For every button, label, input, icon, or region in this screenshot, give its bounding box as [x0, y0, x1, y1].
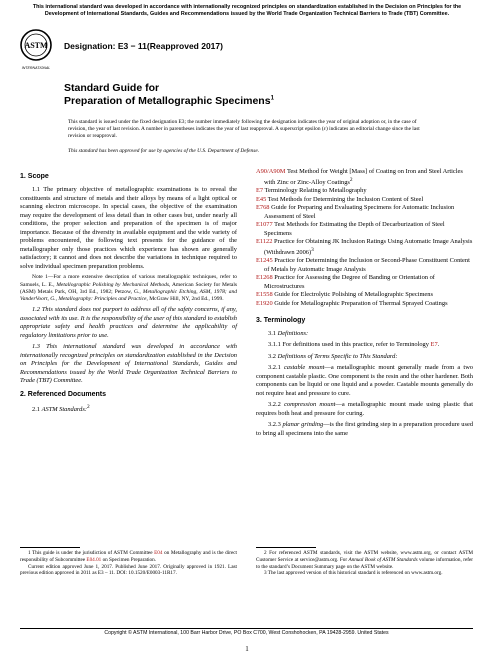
link-e04[interactable]: E04	[154, 550, 163, 556]
link-e7[interactable]: E7	[430, 341, 438, 349]
left-column	[20, 168, 237, 418]
reference-code-link[interactable]: E7	[256, 187, 264, 195]
title-line-1: Standard Guide for	[64, 82, 160, 94]
footnote-1: 1 This guide is under the jurisdiction of ASTM Committee E04 on Metallography and is the direct responsibility of Subcommittee E04.01 on Specimen Preparation.	[20, 550, 237, 563]
reference-item: E1558 Guide for Electrolytic Polishing of Metallographic Specimens	[256, 291, 433, 299]
paragraph-1-1: 1.1 The primary objective of metallographic examinations is to reveal the constituents and structure of metals and their alloys by means of a light optical or scanning electron microscope. In special cases, the objective of the examination may require the development of less detail than in other cases but, under nearly all conditions, the proper selection and preparation of the specimen is of major importance. Because of the diversity in available equipment and the wide variety of problems encountered, the following text presents for the guidance of the metallographer only those practices which experience has shown are generally satisfactory; it cannot and does not describe the variations in technique required to solve individual specimen preparation problems.	[20, 186, 237, 270]
page-number: 1	[245, 645, 249, 653]
note-1: Note 1—For a more extensive description of various metallographic techniques, refer to Samuels, L. E., Metallographic Polishing by Mechanical Methods, American Society for Metals (ASM) Metals Park, OH, 3rd Ed., 1982; Petzow, G., Metallographic Etching, ASM, 1978; and VanderVoort, G., Metallography: Principles and Practice, McGraw Hill, NY, 2nd Ed., 1999.	[20, 274, 237, 302]
reference-item: E1268 Practice for Assessing the Degree of Banding or Orientation of Microstructures	[256, 274, 435, 290]
reference-code-link[interactable]: E1268	[256, 274, 273, 282]
paragraph-1-3: 1.3 This international standard was developed in accordance with internationally recognized principles on standardization established in the Decision on Principles for the Development of International Standards, Guides and Recommendations issued by the World Trade Organization Technical Barriers to Trade (TBT) Committee.	[20, 343, 237, 385]
reference-code-link[interactable]: E768	[256, 204, 270, 212]
paragraph-3-2-1: 3.2.1 castable mount—a metallographic mount generally made from a two component castable plastic. One component is the resin and the other hardener. Both components can be liquid or one liquid and a powder. Castable mounts generally do not require heat and pressure to cure.	[256, 364, 473, 397]
section-heading-terminology: 3. Terminology	[256, 316, 306, 324]
reference-code-link[interactable]: E1122	[256, 238, 273, 246]
footnote-divider-left	[20, 547, 80, 548]
section-heading-referenced-documents: 2. Referenced Documents	[20, 390, 106, 398]
svg-text:ASTM: ASTM	[24, 41, 48, 50]
reference-item: E7 Terminology Relating to Metallography	[256, 187, 367, 195]
link-e04-01[interactable]: E04.01	[86, 556, 102, 563]
referenced-standards-list	[256, 168, 473, 309]
footnote-divider-right	[256, 547, 316, 548]
reference-item: E1245 Practice for Determining the Inclusion or Second-Phase Constituent Content of Metals by Automatic Image Analysis	[256, 257, 470, 273]
reference-code-link[interactable]: E45	[256, 195, 267, 203]
paragraph-3-2: 3.2 Definitions of Terms Specific to This Standard:	[268, 352, 398, 360]
paragraph-3-2-2: 3.2.2 compression mount—a metallographic mount made using plastic that requires both heat and pressure for curing.	[256, 401, 473, 417]
reference-code-link[interactable]: E1077	[256, 221, 273, 229]
svg-text:INTERNATIONAL: INTERNATIONAL	[21, 66, 51, 70]
paragraph-3-2-3: 3.2.3 planar grinding—is the first grinding step in a preparation procedure used to bring all specimens into the same	[256, 421, 474, 437]
reference-code-link[interactable]: A90/A90M	[256, 168, 286, 175]
astm-logo	[18, 28, 58, 72]
paragraph-2-1: 2.1 ASTM Standards:$^2$	[32, 403, 90, 414]
paragraph-3-1: 3.1 Definitions:	[268, 329, 309, 337]
reference-item: A90/A90M Test Method for Weight [Mass] of Coating on Iron and Steel Articles with Zinc or Zinc-Alloy Coatings$^2$	[256, 168, 463, 186]
title-line-2: Preparation of Metallographic Specimens$^1$	[64, 95, 274, 108]
section-heading-scope: 1. Scope	[20, 173, 49, 180]
footnote-2: 2 For referenced ASTM standards, visit the ASTM website, www.astm.org, or contact ASTM Customer Service at service@astm.org. For Annual Book of ASTM Standards volume information, refer to the standard’s Document Summary page on the ASTM website.	[256, 550, 474, 570]
fixed-designation-notice: This standard is issued under the fixed designation E3; the number immediately following the designation indicates the year of original adoption or, in the case of revision, the year of last revision. A number in parentheses indicates the year of last reapproval. A superscript epsilon (ε) indicates an editorial change since the last revision or reapproval.	[68, 119, 420, 140]
document-title	[64, 82, 444, 108]
designation: Designation: E3 − 11(Reapproved 2017)	[64, 41, 223, 51]
reference-item: E768 Guide for Preparing and Evaluating Specimens for Automatic Inclusion Assessment of Steel	[256, 204, 455, 220]
reference-code-link[interactable]: E1245	[256, 257, 273, 265]
reference-item: E45 Test Methods for Determining the Inclusion Content of Steel	[256, 195, 424, 203]
footnote-1-edition: Current edition approved June 1, 2017. Published June 2017. Originally approved in 1921. Last previous edition approved in 2011 as E3 – 11. DOI: 10.1520/E0003-11R17.	[20, 563, 237, 577]
dod-approval-notice: This standard has been approved for use by agencies of the U.S. Department of Defense.	[68, 148, 260, 154]
footnote-3: 3 The last approved version of this historical standard is referenced on www.astm.org.	[264, 570, 443, 577]
footnotes-left	[20, 550, 237, 577]
right-column	[256, 168, 473, 441]
paragraph-3-1-1: 3.1.1 For definitions used in this practice, refer to Terminology E7.	[268, 341, 440, 349]
wto-notice: This international standard was developed in accordance with internationally recognized principles on standardization established in the Decision on Principles for the Development of International Standards, Guides and Recommendations issued by the World Trade Organization Technical Barriers to Trade (TBT) Committee.	[32, 4, 462, 18]
reference-item: E1077 Test Methods for Estimating the Depth of Decarburization of Steel Specimens	[256, 221, 445, 237]
reference-code-link[interactable]: E1558	[256, 291, 273, 299]
reference-item: E1122 Practice for Obtaining JK Inclusion Ratings Using Automatic Image Analysis (Withdrawn 2006)$^3$	[256, 238, 473, 256]
copyright-divider	[20, 628, 473, 629]
reference-code-link[interactable]: E1920	[256, 299, 273, 307]
footnotes-right	[256, 550, 473, 577]
reference-item: E1920 Guide for Metallographic Preparation of Thermal Sprayed Coatings	[256, 299, 448, 307]
copyright-line: Copyright © ASTM International, 100 Barr Harbor Drive, PO Box C700, West Conshohocken, PA 19428-2959. United States	[104, 630, 389, 636]
paragraph-1-2: 1.2 This standard does not purport to address all of the safety concerns, if any, associated with its use. It is the responsibility of the user of this standard to establish appropriate safety and health practices and determine the applicability of regulatory limitations prior to use.	[20, 306, 237, 339]
